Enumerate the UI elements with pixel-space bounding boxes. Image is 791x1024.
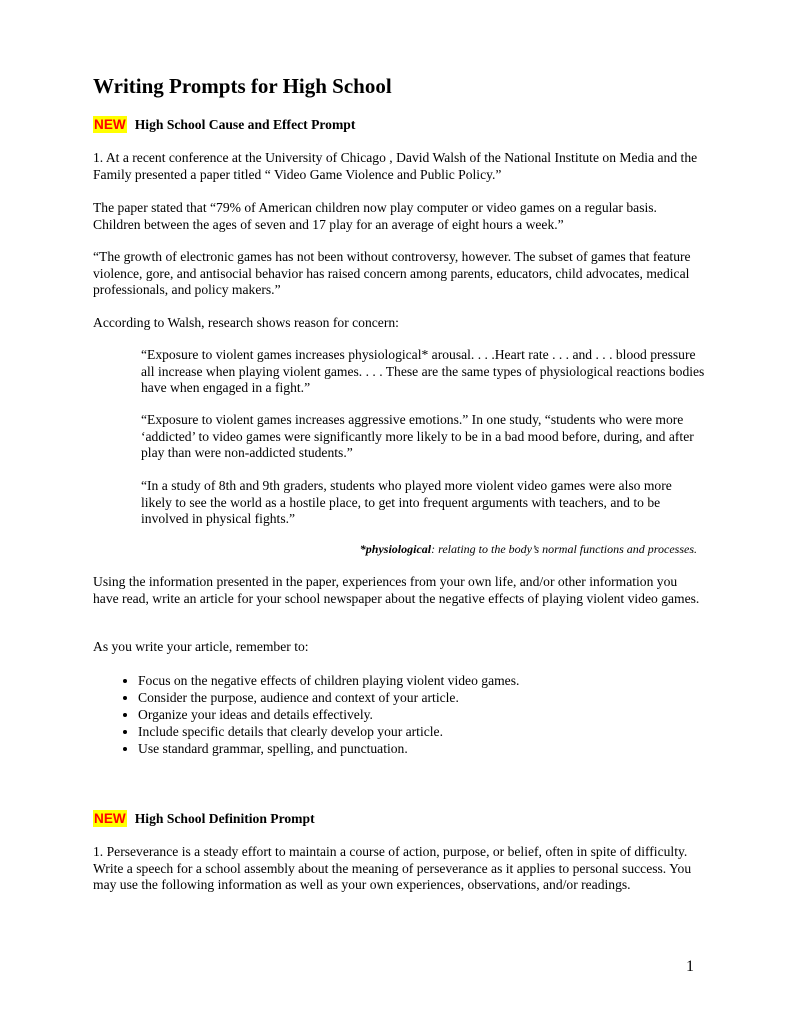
block-quote: “Exposure to violent games increases aggressive emotions.” In one study, “students who were more ‘addicted’ to video games were significantly more likely to be in a bad mood before, during, and after play than were non-addicted students.” xyxy=(141,412,694,460)
footnote-definition: : relating to the body’s normal functions and processes. xyxy=(431,542,697,556)
paragraph: According to Walsh, research shows reason for concern: xyxy=(93,315,399,330)
block-quote: “Exposure to violent games increases physiological* arousal. . . .Heart rate . . . and . . . blood pressure all increase when playing violent games. . . . These are the same types of physiological reactions bodies have when engaged in a fight.” xyxy=(141,347,705,395)
paragraph: “The growth of electronic games has not been without controversy, however. The subset of games that feature violence, gore, and antisocial behavior has raised concern among parents, educators, child advocates, medical professionals, and policy makers.” xyxy=(93,249,691,297)
new-badge: NEW xyxy=(94,117,126,132)
page-title: Writing Prompts for High School xyxy=(93,74,392,98)
footnote-term: *physiological xyxy=(359,542,432,556)
reminder-list xyxy=(93,672,750,757)
new-badge: NEW xyxy=(94,811,126,826)
block-quote: “In a study of 8th and 9th graders, students who played more violent video games were also more likely to see the world as a hostile place, to get into frequent arguments with teachers, and to be involved in physical fights.” xyxy=(141,478,672,526)
footnote xyxy=(360,542,697,557)
list-item: • Consider the purpose, audience and context of your article. xyxy=(138,689,750,706)
page-number: 1 xyxy=(686,958,694,975)
list-item: • Include specific details that clearly develop your article. xyxy=(138,723,750,740)
paragraph: As you write your article, remember to: xyxy=(93,639,309,654)
paragraph: 1. Perseverance is a steady effort to maintain a course of action, purpose, or belief, often in spite of difficulty. Write a speech for a school assembly about the meaning of perseverance as it applies to personal success. You may use the following information as well as your own experiences, observations, and/or readings. xyxy=(93,844,692,892)
section-heading-text: High School Cause and Effect Prompt xyxy=(134,117,356,132)
paragraph: Using the information presented in the paper, experiences from your own life, and/or other information you have read, write an article for your school newspaper about the negative effects of playing violent video games. xyxy=(93,574,700,606)
section-heading-text: High School Definition Prompt xyxy=(134,811,315,826)
paragraph: The paper stated that “79% of American children now play computer or video games on a regular basis. Children between the ages of seven and 17 play for an average of eight hours a week.” xyxy=(93,200,657,232)
list-item: • Organize your ideas and details effectively. xyxy=(138,706,750,723)
list-item: • Focus on the negative effects of children playing violent video games. xyxy=(138,672,750,689)
paragraph: 1. At a recent conference at the University of Chicago , David Walsh of the National Institute on Media and the Family presented a paper titled “ Video Game Violence and Public Policy.” xyxy=(93,150,698,182)
section-heading-definition xyxy=(93,810,315,828)
list-item: • Use standard grammar, spelling, and punctuation. xyxy=(138,740,750,757)
section-heading-cause-effect xyxy=(93,116,355,134)
